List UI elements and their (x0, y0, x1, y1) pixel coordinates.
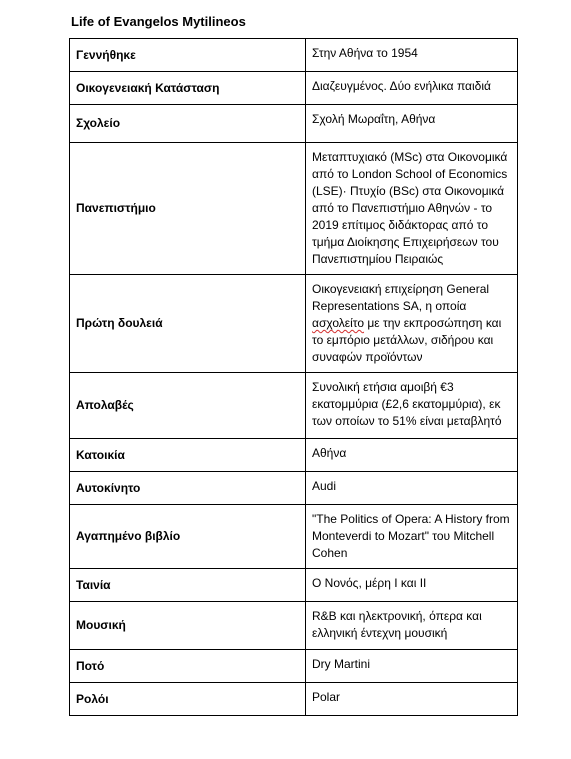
row-label: Σχολείο (70, 105, 306, 143)
table-row (70, 72, 518, 105)
table-row (70, 569, 518, 602)
row-label: Μουσική (70, 602, 306, 650)
row-value: Polar (306, 683, 518, 716)
row-value: Αθήνα (306, 439, 518, 472)
table-row (70, 39, 518, 72)
table-row (70, 143, 518, 275)
row-label: Πανεπιστήμιο (70, 143, 306, 275)
spellcheck-word: ασχολείτο (312, 316, 365, 330)
row-label: Πρώτη δουλειά (70, 275, 306, 373)
row-value: Συνολική ετήσια αμοιβή €3 εκατομμύρια (£2,6 εκατομμύρια), εκ των οποίων το 51% είναι μεταβλητό (306, 373, 518, 439)
row-label: Αυτοκίνητο (70, 472, 306, 505)
row-label: Απολαβές (70, 373, 306, 439)
row-label: Γεννήθηκε (70, 39, 306, 72)
row-label: Ποτό (70, 650, 306, 683)
row-value: Ο Νονός, μέρη I και II (306, 569, 518, 602)
table-row (70, 439, 518, 472)
table-row (70, 275, 518, 373)
table-row (70, 650, 518, 683)
table-row (70, 683, 518, 716)
document-title: Life of Evangelos Mytilineos (71, 14, 246, 29)
row-value: Μεταπτυχιακό (MSc) στα Οικονομικά από το London School of Economics (LSE)· Πτυχίο (BSc) στα Οικονομικά από το Πανεπιστήμιο Αθηνών - το 2019 επίτιμος διδάκτορας από το τμήμα Διοίκησης Επιχειρήσεων του Πανεπιστημίου Πειραιώς (306, 143, 518, 275)
row-label: Αγαπημένο βιβλίο (70, 505, 306, 569)
table-row (70, 505, 518, 569)
row-value: Dry Martini (306, 650, 518, 683)
table-row (70, 472, 518, 505)
row-label: Ταινία (70, 569, 306, 602)
row-label: Κατοικία (70, 439, 306, 472)
value-part: Οικογενειακή επιχείρηση General Representations SA, η οποία (312, 282, 490, 313)
row-value: Στην Αθήνα το 1954 (306, 39, 518, 72)
table-row (70, 105, 518, 143)
table-row (70, 373, 518, 439)
table-row (70, 602, 518, 650)
row-value: Διαζευγμένος. Δύο ενήλικα παιδιά (306, 72, 518, 105)
row-value (306, 275, 518, 373)
row-value: Audi (306, 472, 518, 505)
bio-table (69, 38, 518, 716)
row-value: "The Politics of Opera: A History from Monteverdi to Mozart" του Mitchell Cohen (306, 505, 518, 569)
row-value: Σχολή Μωραΐτη, Αθήνα (306, 105, 518, 143)
row-label: Ρολόι (70, 683, 306, 716)
row-value: R&B και ηλεκτρονική, όπερα και ελληνική έντεχνη μουσική (306, 602, 518, 650)
value-part: με την εκπροσώπηση και το εμπόριο μετάλλων, σιδήρου και συναφών προϊόντων (312, 316, 502, 364)
row-label: Οικογενειακή Κατάσταση (70, 72, 306, 105)
